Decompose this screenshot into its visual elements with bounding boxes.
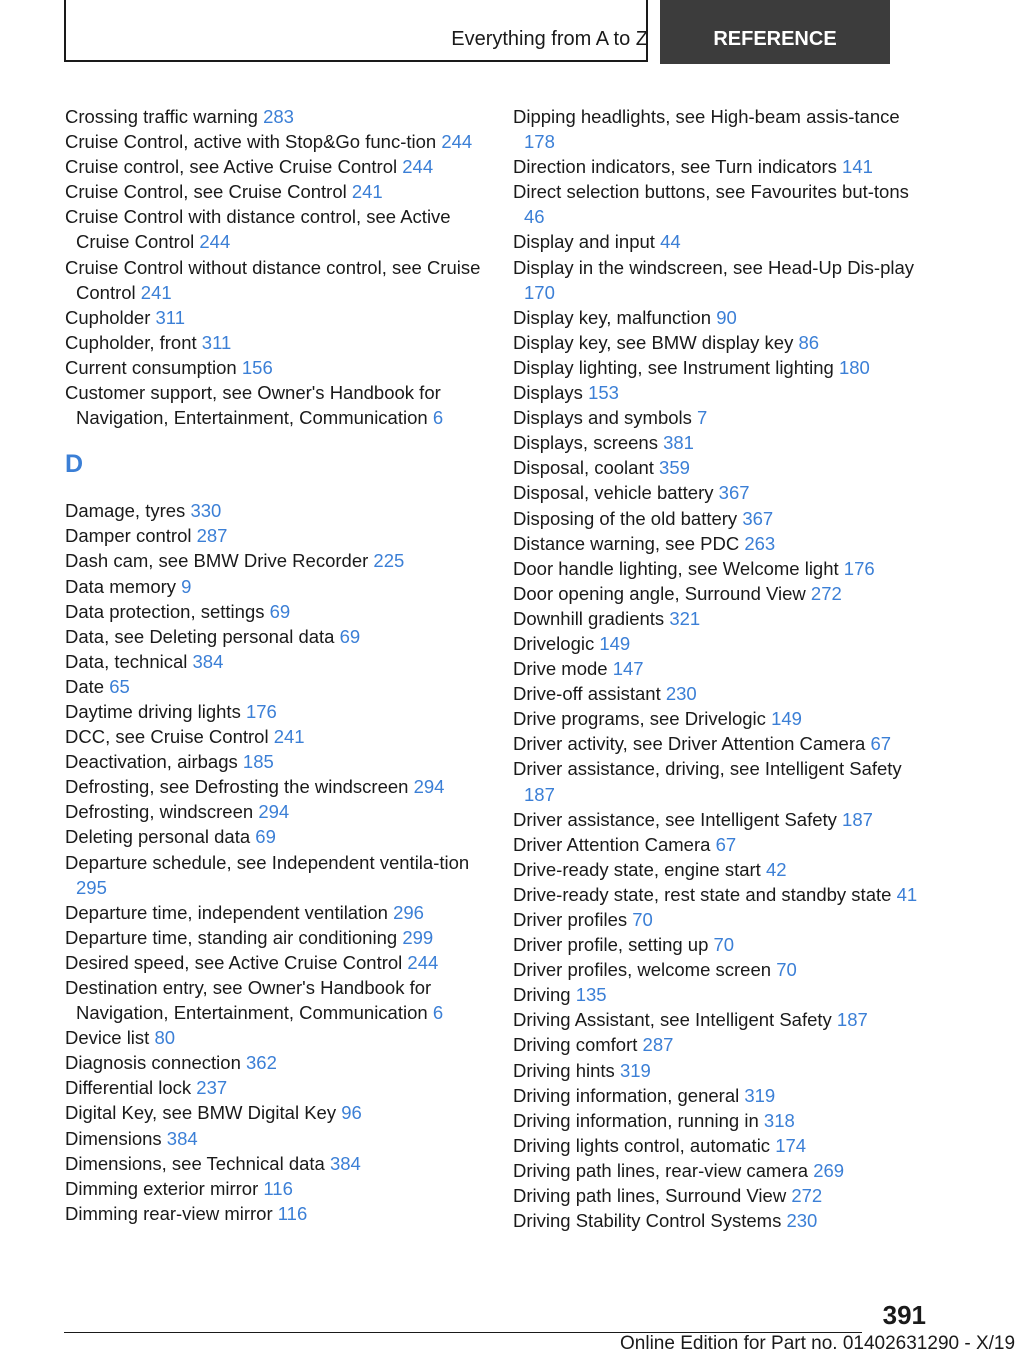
index-entry-term: Driving information, general (513, 1084, 745, 1106)
page-reference-link[interactable]: 237 (196, 1077, 228, 1099)
index-entry (513, 681, 923, 706)
page-reference-link[interactable]: 69 (339, 625, 361, 647)
index-entry (513, 656, 923, 681)
page-reference-link[interactable]: 384 (192, 650, 224, 672)
index-group-d (65, 498, 485, 1226)
index-entry (65, 1201, 485, 1226)
page-reference-link[interactable]: 294 (258, 801, 290, 823)
index-entry-term: Dimming exterior mirror (65, 1177, 264, 1199)
index-entry (65, 624, 485, 649)
index-entry-term: Driving (513, 984, 576, 1006)
index-entry-term: Drive programs, see Drivelogic (513, 708, 772, 730)
index-entry (513, 1058, 923, 1083)
index-column-left (65, 104, 485, 1226)
section-title: Everything from A to Z (451, 28, 648, 50)
index-entry-term: Driver profiles, welcome screen (513, 959, 777, 981)
index-entry-term: Damage, tyres (65, 500, 191, 522)
page-reference-link[interactable]: 244 (441, 131, 473, 153)
index-entry-term: Driving Assistant, see Intelligent Safety (513, 1009, 837, 1031)
page-reference-link[interactable]: 272 (791, 1185, 823, 1207)
page-reference-link[interactable]: 187 (836, 1009, 868, 1031)
page-reference-link[interactable]: 174 (775, 1134, 807, 1156)
index-entry-term: Destination entry, see Owner's Handbook for Navigation, Entertainment, Communication (65, 977, 433, 1024)
index-entry (65, 548, 485, 573)
index-entry (513, 606, 923, 631)
index-entry-term: Door handle lighting, see Welcome light (513, 557, 844, 579)
index-entry (65, 674, 485, 699)
index-entry-term: Diagnosis connection (65, 1052, 246, 1074)
index-entry (513, 857, 923, 882)
index-entry-term: Dimensions (65, 1127, 167, 1149)
page-reference-link[interactable]: 149 (599, 632, 631, 654)
page-reference-link[interactable]: 187 (524, 783, 555, 805)
index-entry (513, 255, 923, 305)
index-entry-term: Data, technical (65, 650, 193, 672)
index-entry (65, 129, 485, 154)
page-reference-link[interactable]: 311 (201, 331, 232, 353)
index-entry (513, 355, 923, 380)
index-entry (65, 498, 485, 523)
index-entry (513, 1083, 923, 1108)
index-entry (65, 824, 485, 849)
index-entry-term: Driver Attention Camera (513, 833, 716, 855)
index-entry-term: Defrosting, windscreen (65, 801, 259, 823)
index-entry (65, 355, 485, 380)
page-reference-link[interactable]: 80 (154, 1027, 176, 1049)
page-reference-link[interactable]: 70 (776, 959, 797, 981)
index-entry (513, 531, 923, 556)
page-reference-link[interactable]: 180 (838, 356, 870, 378)
index-entry-term: Current consumption (65, 356, 242, 378)
index-entry-term: Dipping headlights, see High-beam assis-tance (513, 106, 900, 127)
page-reference-link[interactable]: 69 (255, 826, 276, 848)
index-entry (513, 932, 923, 957)
index-entry-term: Departure time, independent ventilation (65, 901, 394, 923)
index-entry (513, 631, 923, 656)
page-reference-link[interactable]: 244 (199, 231, 231, 253)
index-entry (513, 1133, 923, 1158)
index-entry-term: Driving path lines, rear-view camera (513, 1159, 814, 1181)
page-reference-link[interactable]: 67 (715, 833, 737, 855)
index-entry (65, 574, 485, 599)
page-reference-link[interactable]: 287 (642, 1034, 674, 1056)
index-entry-term: Cruise Control, see Cruise Control (65, 181, 352, 203)
index-entry-term: Door opening angle, Surround View (513, 582, 811, 604)
index-entry (65, 1176, 485, 1201)
page-reference-link[interactable]: 230 (665, 683, 697, 705)
index-entry-term: Desired speed, see Active Cruise Control (65, 951, 408, 973)
page-reference-link[interactable]: 96 (341, 1102, 362, 1124)
index-entry (513, 1183, 923, 1208)
page-reference-link[interactable]: 170 (524, 281, 555, 303)
index-entry-term: Cruise Control, active with Stop&Go func-tion (65, 131, 442, 153)
index-entry-term: Drive-ready state, engine start (513, 858, 766, 880)
page-reference-link[interactable]: 367 (718, 482, 750, 504)
page-reference-link[interactable]: 319 (619, 1059, 651, 1081)
index-entry (513, 1007, 923, 1032)
index-entry (513, 1108, 923, 1133)
index-entry (513, 104, 923, 154)
index-entry (65, 774, 485, 799)
page-reference-link[interactable]: 244 (407, 951, 439, 973)
index-entry (65, 305, 485, 330)
page-reference-link[interactable]: 272 (810, 582, 842, 604)
page-reference-link[interactable]: 176 (843, 557, 875, 579)
index-entry (65, 1075, 485, 1100)
page-reference-link[interactable]: 384 (329, 1152, 361, 1174)
index-entry-term: Deactivation, airbags (65, 751, 243, 773)
index-group-c (65, 104, 485, 430)
index-entry-term: Device list (65, 1027, 155, 1049)
reference-tab: REFERENCE (660, 0, 890, 64)
index-entry (513, 957, 923, 982)
page-reference-link[interactable]: 283 (263, 106, 294, 127)
index-entry (65, 799, 485, 824)
page-reference-link[interactable]: 381 (663, 432, 694, 454)
index-entry (513, 756, 923, 806)
index-entry-term: Driving comfort (513, 1034, 643, 1056)
index-entry-term: Direction indicators, see Turn indicators (513, 156, 843, 178)
index-entry-term: Direct selection buttons, see Favourites but-tons (513, 181, 909, 203)
page-reference-link[interactable]: 70 (632, 909, 653, 930)
index-entry-term: Driving Stability Control Systems (513, 1210, 787, 1232)
index-entry-term: Display key, see BMW display key (513, 331, 799, 353)
index-entry (65, 925, 485, 950)
index-group-d-continued (513, 104, 923, 1233)
index-entry (513, 1158, 923, 1183)
page-reference-link[interactable]: 318 (763, 1109, 795, 1131)
page-reference-link[interactable]: 46 (524, 206, 545, 228)
page-reference-link[interactable]: 149 (771, 708, 802, 730)
index-entry-term: Cruise Control without distance control, see Cruise Control (65, 256, 481, 303)
index-entry-term: Driving lights control, automatic (513, 1134, 776, 1156)
page-reference-link[interactable]: 384 (166, 1127, 198, 1149)
index-entry (513, 832, 923, 857)
index-entry-term: Disposal, vehicle battery (513, 482, 719, 504)
index-entry (513, 982, 923, 1007)
index-entry (513, 229, 923, 254)
index-entry (65, 255, 485, 305)
index-entry-term: Displays and symbols (513, 407, 698, 429)
page-reference-link[interactable]: 296 (393, 901, 424, 923)
index-entry-term: Date (65, 675, 110, 697)
index-entry (65, 1025, 485, 1050)
index-entry-term: Cupholder (65, 306, 156, 328)
page-reference-link[interactable]: 294 (413, 776, 445, 798)
index-entry-term: Driver activity, see Driver Attention Camera (513, 733, 871, 755)
index-entry-term: Distance warning, see PDC (513, 532, 745, 554)
index-entry-term: Driving path lines, Surround View (513, 1185, 792, 1207)
index-entry (513, 179, 923, 229)
index-entry (513, 480, 923, 505)
index-entry-term: Disposing of the old battery (513, 507, 743, 529)
page-reference-link[interactable]: 269 (813, 1159, 845, 1181)
page-reference-link[interactable]: 6 (432, 407, 444, 429)
page-reference-link[interactable]: 187 (842, 808, 873, 830)
index-entry (65, 975, 485, 1025)
page-reference-link[interactable]: 67 (870, 733, 892, 755)
index-entry-term: Differential lock (65, 1077, 197, 1099)
page-reference-link[interactable]: 42 (765, 858, 787, 880)
index-entry-term: Cupholder, front (65, 331, 202, 353)
index-entry-term: Display and input (513, 231, 661, 253)
page-reference-link[interactable]: 7 (697, 407, 708, 429)
index-entry-term: Drive-ready state, rest state and standby state (513, 883, 897, 905)
page-reference-link[interactable]: 90 (716, 306, 737, 328)
page-reference-link[interactable]: 147 (612, 658, 644, 680)
index-entry-term: Dimming rear-view mirror (65, 1202, 278, 1224)
page-reference-link[interactable]: 116 (263, 1177, 293, 1199)
index-entry (513, 455, 923, 480)
index-entry (65, 179, 485, 204)
index-entry-term: Display lighting, see Instrument lighting (513, 356, 839, 378)
index-entry-term: Driving information, running in (513, 1109, 764, 1131)
page-reference-link[interactable]: 141 (842, 156, 873, 178)
page-reference-link[interactable]: 263 (744, 532, 776, 554)
page-reference-link[interactable]: 70 (713, 934, 735, 956)
index-entry-term: Driver profiles (513, 909, 633, 930)
index-entry (513, 882, 923, 907)
index-entry (513, 1208, 923, 1233)
page-reference-link[interactable]: 44 (660, 231, 681, 253)
index-entry (513, 907, 923, 932)
page-reference-link[interactable]: 362 (246, 1052, 277, 1074)
index-entry (513, 807, 923, 832)
index-entry-term: Displays, screens (513, 432, 664, 454)
page-number: 391 (882, 1300, 926, 1330)
index-entry (65, 850, 485, 900)
index-entry-term: Drivelogic (513, 632, 600, 654)
page-reference-link[interactable]: 6 (432, 1002, 444, 1024)
index-entry (513, 405, 923, 430)
index-entry-term: Downhill gradients (513, 607, 670, 629)
index-entry (65, 900, 485, 925)
page-reference-link[interactable]: 311 (155, 306, 186, 328)
index-entry-term: Driver profile, setting up (513, 934, 714, 956)
page-reference-link[interactable]: 330 (190, 500, 222, 522)
page-reference-link[interactable]: 295 (76, 876, 107, 898)
page-reference-link[interactable]: 185 (242, 751, 274, 773)
index-entry (513, 305, 923, 330)
page-reference-link[interactable]: 359 (659, 457, 690, 479)
index-entry (65, 599, 485, 624)
page-reference-link[interactable]: 244 (402, 156, 434, 178)
page-reference-link[interactable]: 65 (109, 675, 130, 697)
index-entry-term: Disposal, coolant (513, 457, 660, 479)
index-entry-term: Cruise Control with distance control, see Active Cruise Control (65, 206, 451, 253)
index-entry (513, 556, 923, 581)
index-entry (65, 104, 485, 129)
index-entry-term: Dimensions, see Technical data (65, 1152, 330, 1174)
index-entry (513, 506, 923, 531)
page-reference-link[interactable]: 41 (896, 883, 918, 905)
index-entry-term: Damper control (65, 525, 197, 547)
page-reference-link[interactable]: 135 (575, 984, 607, 1006)
index-entry-term: Deleting personal data (65, 826, 256, 848)
index-entry (65, 380, 485, 430)
page-reference-link[interactable]: 367 (742, 507, 774, 529)
index-column-right (513, 104, 923, 1233)
index-entry (513, 330, 923, 355)
index-entry-term: Driving hints (513, 1059, 620, 1081)
index-entry-term: Data memory (65, 575, 182, 597)
page-reference-link[interactable]: 321 (669, 607, 701, 629)
section-letter: D (65, 450, 84, 479)
footer-edition: Online Edition for Part no. 01402631290 - X/19 (620, 1333, 1015, 1354)
index-entry (65, 1100, 485, 1125)
index-entry (65, 204, 485, 254)
index-entry-term: Departure schedule, see Independent ventila-tion (65, 851, 470, 873)
page-reference-link[interactable]: 156 (241, 356, 273, 378)
index-entry (65, 950, 485, 975)
index-entry-term: Displays (513, 382, 589, 404)
page-reference-link[interactable]: 319 (744, 1084, 776, 1106)
index-entry (513, 706, 923, 731)
index-entry-term: Drive-off assistant (513, 683, 666, 705)
index-entry (65, 330, 485, 355)
index-entry (65, 1126, 485, 1151)
index-entry (65, 1151, 485, 1176)
index-entry (513, 731, 923, 756)
page-reference-link[interactable]: 241 (273, 726, 305, 748)
index-entry-term: Customer support, see Owner's Handbook for Navigation, Entertainment, Communication (65, 382, 441, 429)
index-entry (513, 380, 923, 405)
page-reference-link[interactable]: 116 (277, 1202, 308, 1224)
index-entry-term: Data protection, settings (65, 600, 270, 622)
page-reference-link[interactable]: 299 (402, 926, 434, 948)
page-reference-link[interactable]: 225 (373, 550, 405, 572)
index-entry (65, 749, 485, 774)
index-entry-term: Display key, malfunction (513, 306, 717, 328)
index-entry-term: Drive mode (513, 658, 613, 680)
index-entry-term: Defrosting, see Defrosting the windscreen (65, 776, 414, 798)
index-entry (65, 724, 485, 749)
index-entry (513, 581, 923, 606)
index-entry-term: Display in the windscreen, see Head-Up Dis-play (513, 256, 915, 278)
page-reference-link[interactable]: 230 (786, 1210, 818, 1232)
index-entry-term: Dash cam, see BMW Drive Recorder (65, 550, 374, 572)
index-entry (65, 154, 485, 179)
index-entry (65, 649, 485, 674)
page-reference-link[interactable]: 176 (245, 700, 277, 722)
index-entry-term: Cruise control, see Active Cruise Control (65, 156, 403, 178)
page-reference-link[interactable]: 9 (181, 575, 192, 597)
index-entry-term: Departure time, standing air conditioning (65, 926, 403, 948)
index-entry-term: Daytime driving lights (65, 700, 246, 722)
page-reference-link[interactable]: 86 (798, 331, 820, 353)
index-entry-term: Data, see Deleting personal data (65, 625, 340, 647)
page-reference-link[interactable]: 241 (351, 181, 383, 203)
index-entry (513, 154, 923, 179)
index-entry-term: Driver assistance, see Intelligent Safety (513, 808, 843, 830)
index-entry (65, 699, 485, 724)
page-reference-link[interactable]: 69 (269, 600, 291, 622)
page-reference-link[interactable]: 153 (588, 382, 619, 404)
page-reference-link[interactable]: 178 (524, 131, 555, 153)
page-reference-link[interactable]: 287 (196, 525, 228, 547)
index-entry-term: Crossing traffic warning (65, 106, 264, 127)
index-entry-term: DCC, see Cruise Control (65, 726, 274, 748)
index-entry (513, 430, 923, 455)
index-entry-term: Driver assistance, driving, see Intelligent Safety (513, 758, 902, 780)
index-entry-term: Digital Key, see BMW Digital Key (65, 1102, 342, 1124)
index-entry (65, 1050, 485, 1075)
index-entry (65, 523, 485, 548)
index-entry (513, 1032, 923, 1057)
page-reference-link[interactable]: 241 (140, 281, 172, 303)
